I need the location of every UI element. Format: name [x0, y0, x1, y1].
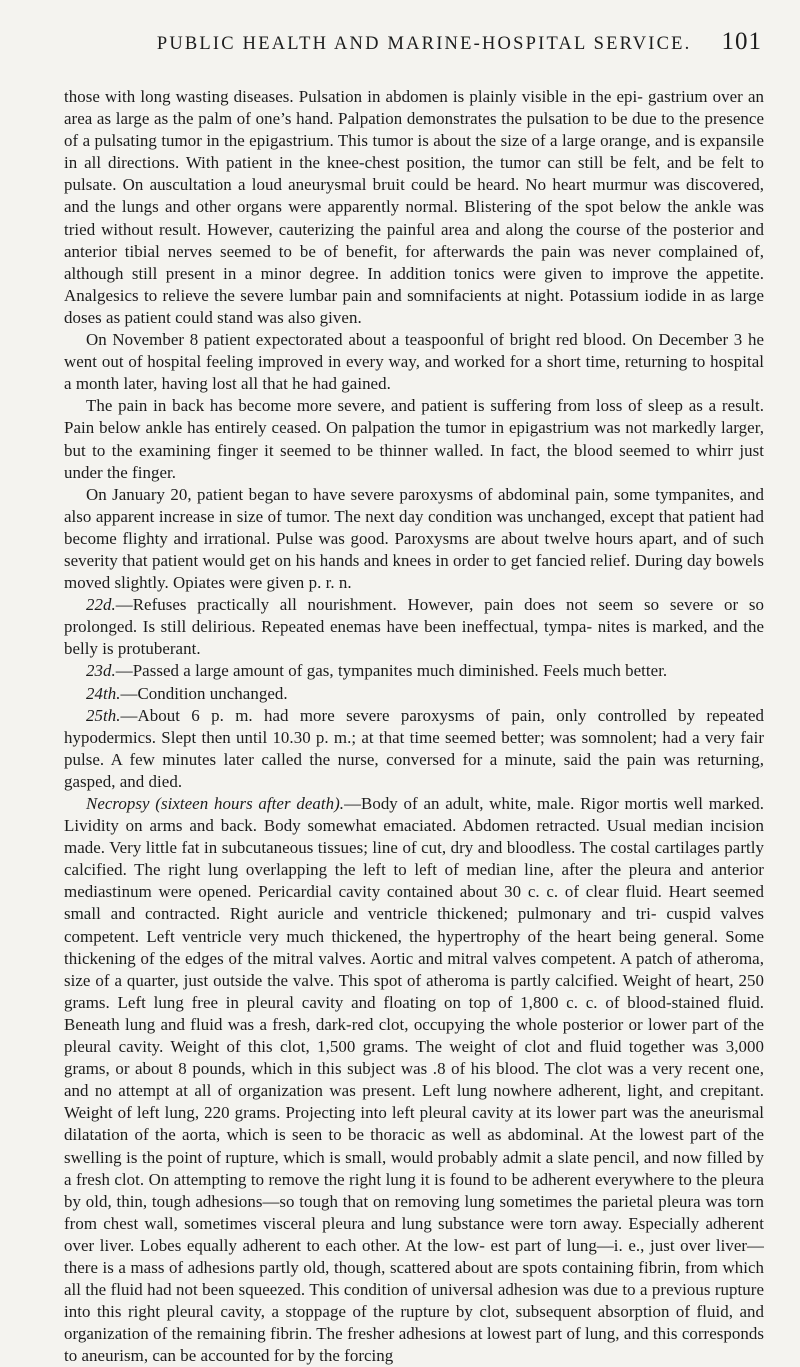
paragraph-6 — [64, 660, 764, 682]
running-title: PUBLIC HEALTH AND MARINE-HOSPITAL SERVICE. — [156, 34, 692, 54]
paragraph-lead: 25th. — [86, 705, 121, 725]
body-text — [64, 86, 764, 1367]
paragraph-text: On November 8 patient expectorated about a teaspoonful of bright red blood. On December 3 he went out of hospital feeling improved in every way, and worked for a short time, returning to hospital a month later, having lost all that he had gained. — [64, 330, 764, 394]
paragraph-9 — [64, 793, 764, 1367]
paragraph-8 — [64, 705, 764, 793]
paragraph-text: The pain in back has become more severe, and patient is suffering from loss of sleep as a result. Pain below ankle has entirely ceased. On palpation the tumor in epigastrium was not markedly larger, but to the examining finger it seemed to be thinner walled. In fact, the blood seemed to whirr just under the finger. — [64, 396, 764, 482]
paragraph-text: —About 6 p. m. had more severe paroxysms of pain, only controlled by repeated hypodermics. Slept then until 10.30 p. m.; at that time seemed better; was somnolent; had a very fair pulse. A few minutes later called the nurse, conversed for a minute, said the pain was returning, gasped, and died. — [64, 705, 764, 791]
running-head — [64, 28, 764, 72]
paragraph-2 — [64, 329, 764, 395]
paragraph-lead: 23d. — [86, 661, 116, 681]
paragraph-lead: 24th. — [86, 683, 121, 703]
paragraph-7 — [64, 683, 764, 705]
paragraph-5 — [64, 594, 764, 660]
paragraph-lead: 22d. — [86, 595, 116, 615]
paragraph-lead: Necropsy (sixteen hours after death). — [86, 794, 345, 813]
paragraph-text: —Body of an adult, white, male. Rigor mortis well marked. Lividity on arms and back. Body somewhat emaciated. Abdomen retracted. Usual median incision made. Very little fat in subcutaneous tissues; line of cut, dry and bloodless. The costal cartilages partly calcified. The right lung overlapping the left to left of median line, after the pleura and anterior mediastinum were opened. Pericardial cavity contained about 30 c. c. of clear fluid. Heart seemed small and contracted. Right auricle and ventricle thickened; pulmonary and tri- cuspid valves competent. Left ventricle very much thickened, the hypertrophy of the heart being general. Some thickening of the edges of the mitral valves. Aortic and mitral valves competent. A patch of atheroma, size of a quarter, just outside the valve. This spot of atheroma is partly calcified. Weight of heart, 250 grams. Left lung free in pleural cavity and floating on top of 1,800 c. c. of blood-stained fluid. Beneath lung and fluid was a fresh, dark-red clot, occupying the whole posterior or lower part of the pleural cavity. Weight of this clot, 1,500 grams. The weight of clot and fluid together was 3,000 grams, or about 8 pounds, which in this subject was .8 of his blood. The clot was a very recent one, and no attempt at all of organization was present. Left lung nowhere adherent, light, and crepitant. Weight of left lung, 220 grams. Projecting into left pleural cavity at its lower part was the aneurismal dilatation of the aorta, which is seen to be thoracic as well as abdominal. At the lowest part of the swelling is the point of rupture, which is small, would probably admit a slate pencil, and now filled by a fresh clot. On attempting to remove the right lung it is found to be adherent everywhere to the pleura by old, thin, tough adhesions—so tough that on removing lung sometimes the parietal pleura was torn from chest wall, sometimes visceral pleura and lung substance were torn away. Especially adherent over liver. Lobes equally adherent to each other. At the low- est part of lung—i. e., just over liver—there is a mass of adhesions partly old, though, scattered about are spots containing fibrin, from which all the fluid had not been squeezed. This condition of universal adhesion was due to a previous rupture into this right pleural cavity, a stoppage of the rupture by clot, subsequent absorption of fluid, and organization of the remaining fibrin. The fresher adhesions at lowest part of lung, and this corresponds to aneurism, can be accounted for by the forcing — [64, 794, 764, 1366]
paragraph-text: —Condition unchanged. — [120, 683, 288, 703]
paragraph-text: On January 20, patient began to have severe paroxysms of abdominal pain, some tympanites, and also apparent increase in size of tumor. The next day condition was unchanged, except that patient had become flighty and irrational. Pulse was good. Paroxysms are about twelve hours apart, and of such severity that patient would get on his hands and knees in order to get fancied relief. During day bowels moved slightly. Opiates were given p. r. n. — [64, 484, 764, 593]
paragraph-text: —Refuses practically all nourishment. However, pain does not seem so severe or so prolonged. Is still delirious. Repeated enemas have been ineffectual, tympa- nites is marked, and the belly is protuberant. — [64, 595, 764, 659]
paragraph-text: —Passed a large amount of gas, tympanites much diminished. Feels much better. — [115, 661, 668, 681]
paragraph-1 — [64, 86, 764, 329]
page-number: 101 — [721, 28, 762, 55]
paragraph-3 — [64, 395, 764, 483]
paragraph-4 — [64, 484, 764, 594]
paragraph-text: those with long wasting diseases. Pulsation in abdomen is plainly visible in the epi- gastrium over an area as large as the palm of one’s hand. Palpation demonstrates the pulsation to be due to the presence of a pulsating tumor in the epigastrium. This tumor is about the size of a large orange, and is expansile in all directions. With patient in the knee-chest position, the tumor can still be felt, and be felt to pulsate. On auscultation a loud aneurysmal bruit could be heard. No heart murmur was discovered, and the lungs and other organs were apparently normal. Blistering of the spot below the ankle was tried without result. However, cauterizing the painful area and along the course of the posterior and anterior tibial nerves seemed to be of benefit, for afterwards the pain was never complained of, although still present in a minor degree. In addition tonics were given to improve the appetite. Analgesics to relieve the severe lumbar pain and somnifacients at night. Potassium iodide in as large doses as patient could stand was also given. — [64, 87, 764, 327]
